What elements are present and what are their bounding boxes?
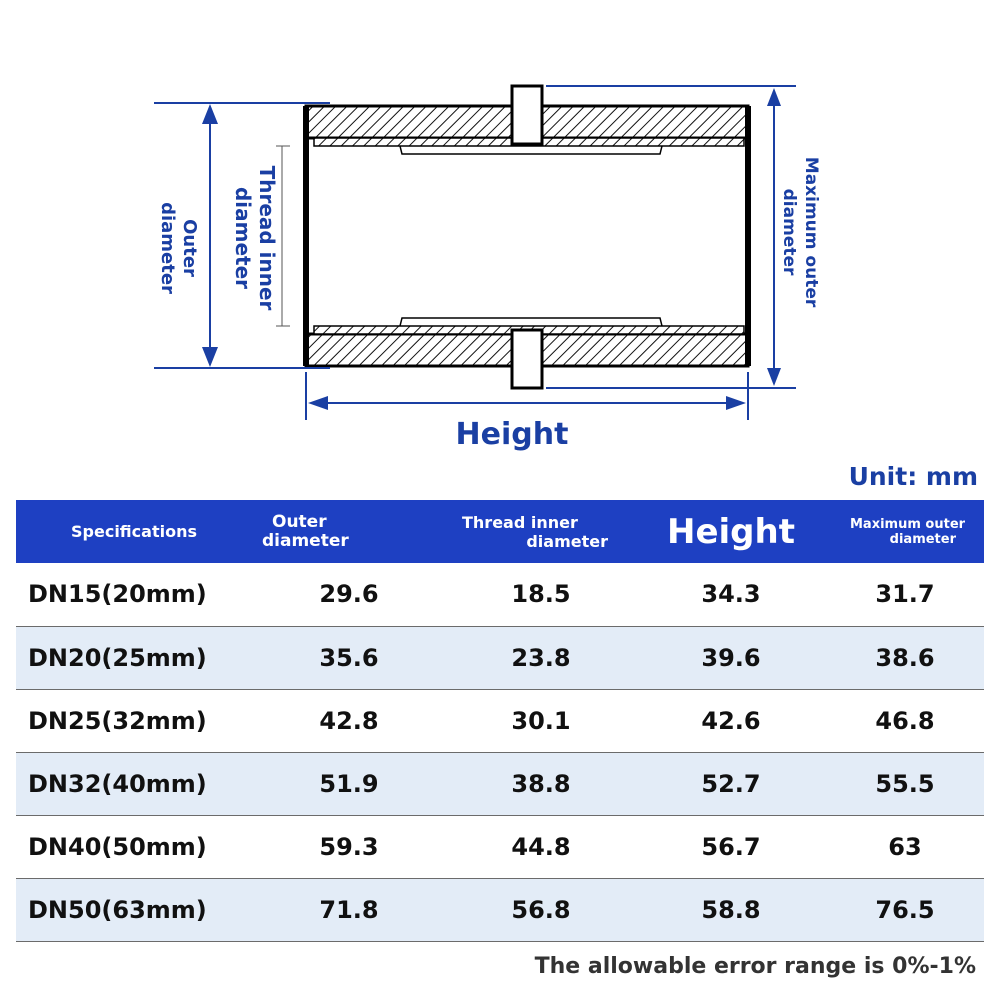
cell-height: 52.7 [701, 769, 761, 798]
cell-max: 46.8 [875, 706, 935, 735]
table-row [16, 689, 984, 752]
coupling-body [306, 86, 748, 388]
cell-max: 55.5 [875, 769, 935, 798]
table-row [16, 563, 984, 626]
cell-thread: 44.8 [511, 832, 571, 861]
spec-table [16, 500, 984, 942]
cell-outer: 35.6 [319, 643, 379, 672]
cell-max: 76.5 [875, 895, 935, 924]
cell-height: 42.6 [701, 706, 761, 735]
header-thread-inner-diameter: Thread inner diameter [462, 512, 608, 551]
cell-thread: 38.8 [511, 769, 571, 798]
header-height: Height [667, 511, 795, 552]
pipe-coupling-diagram [0, 0, 1000, 460]
cell-max: 38.6 [875, 643, 935, 672]
maximum-outer-diameter-label-line1: Maximum outer [801, 156, 821, 308]
cell-spec: DN25(32mm) [28, 706, 207, 735]
error-range-note: The allowable error range is 0%-1% [534, 954, 976, 979]
outer-diameter-label-line1: Outer [179, 219, 200, 277]
cell-height: 39.6 [701, 643, 761, 672]
cell-height: 34.3 [701, 580, 761, 609]
cell-spec: DN32(40mm) [28, 769, 207, 798]
cell-outer: 71.8 [319, 895, 379, 924]
thread-inner-diameter-label-line2: diameter [231, 186, 255, 290]
cell-outer: 51.9 [319, 769, 379, 798]
cell-outer: 29.6 [319, 580, 379, 609]
cell-thread: 18.5 [511, 580, 571, 609]
header-outer-diameter: Outer diameter [262, 511, 349, 551]
table-row [16, 626, 984, 689]
cell-spec: DN50(63mm) [28, 895, 207, 924]
cell-height: 56.7 [701, 832, 761, 861]
table-row [16, 878, 984, 941]
unit-label: Unit: mm [848, 462, 978, 491]
cell-max: 63 [888, 832, 922, 861]
header-specifications: Specifications [71, 522, 197, 541]
cell-thread: 56.8 [511, 895, 571, 924]
cell-max: 31.7 [875, 580, 935, 609]
thread-inner-diameter-dimension [231, 146, 290, 326]
table-header-row [16, 500, 984, 563]
cell-spec: DN20(25mm) [28, 643, 207, 672]
thread-inner-diameter-label-line1: Thread inner [255, 165, 279, 311]
cell-outer: 59.3 [319, 832, 379, 861]
cell-outer: 42.8 [319, 706, 379, 735]
cell-height: 58.8 [701, 895, 761, 924]
maximum-outer-diameter-label-line2: diameter [779, 188, 799, 276]
cell-thread: 30.1 [511, 706, 571, 735]
outer-diameter-label-line2: diameter [157, 202, 178, 294]
cell-spec: DN40(50mm) [28, 832, 207, 861]
cell-spec: DN15(20mm) [28, 580, 207, 609]
cell-thread: 23.8 [511, 643, 571, 672]
table-row [16, 752, 984, 815]
height-label: Height [455, 417, 569, 452]
table-row [16, 815, 984, 878]
header-maximum-outer-diameter: Maximum outer diameter [850, 516, 966, 547]
